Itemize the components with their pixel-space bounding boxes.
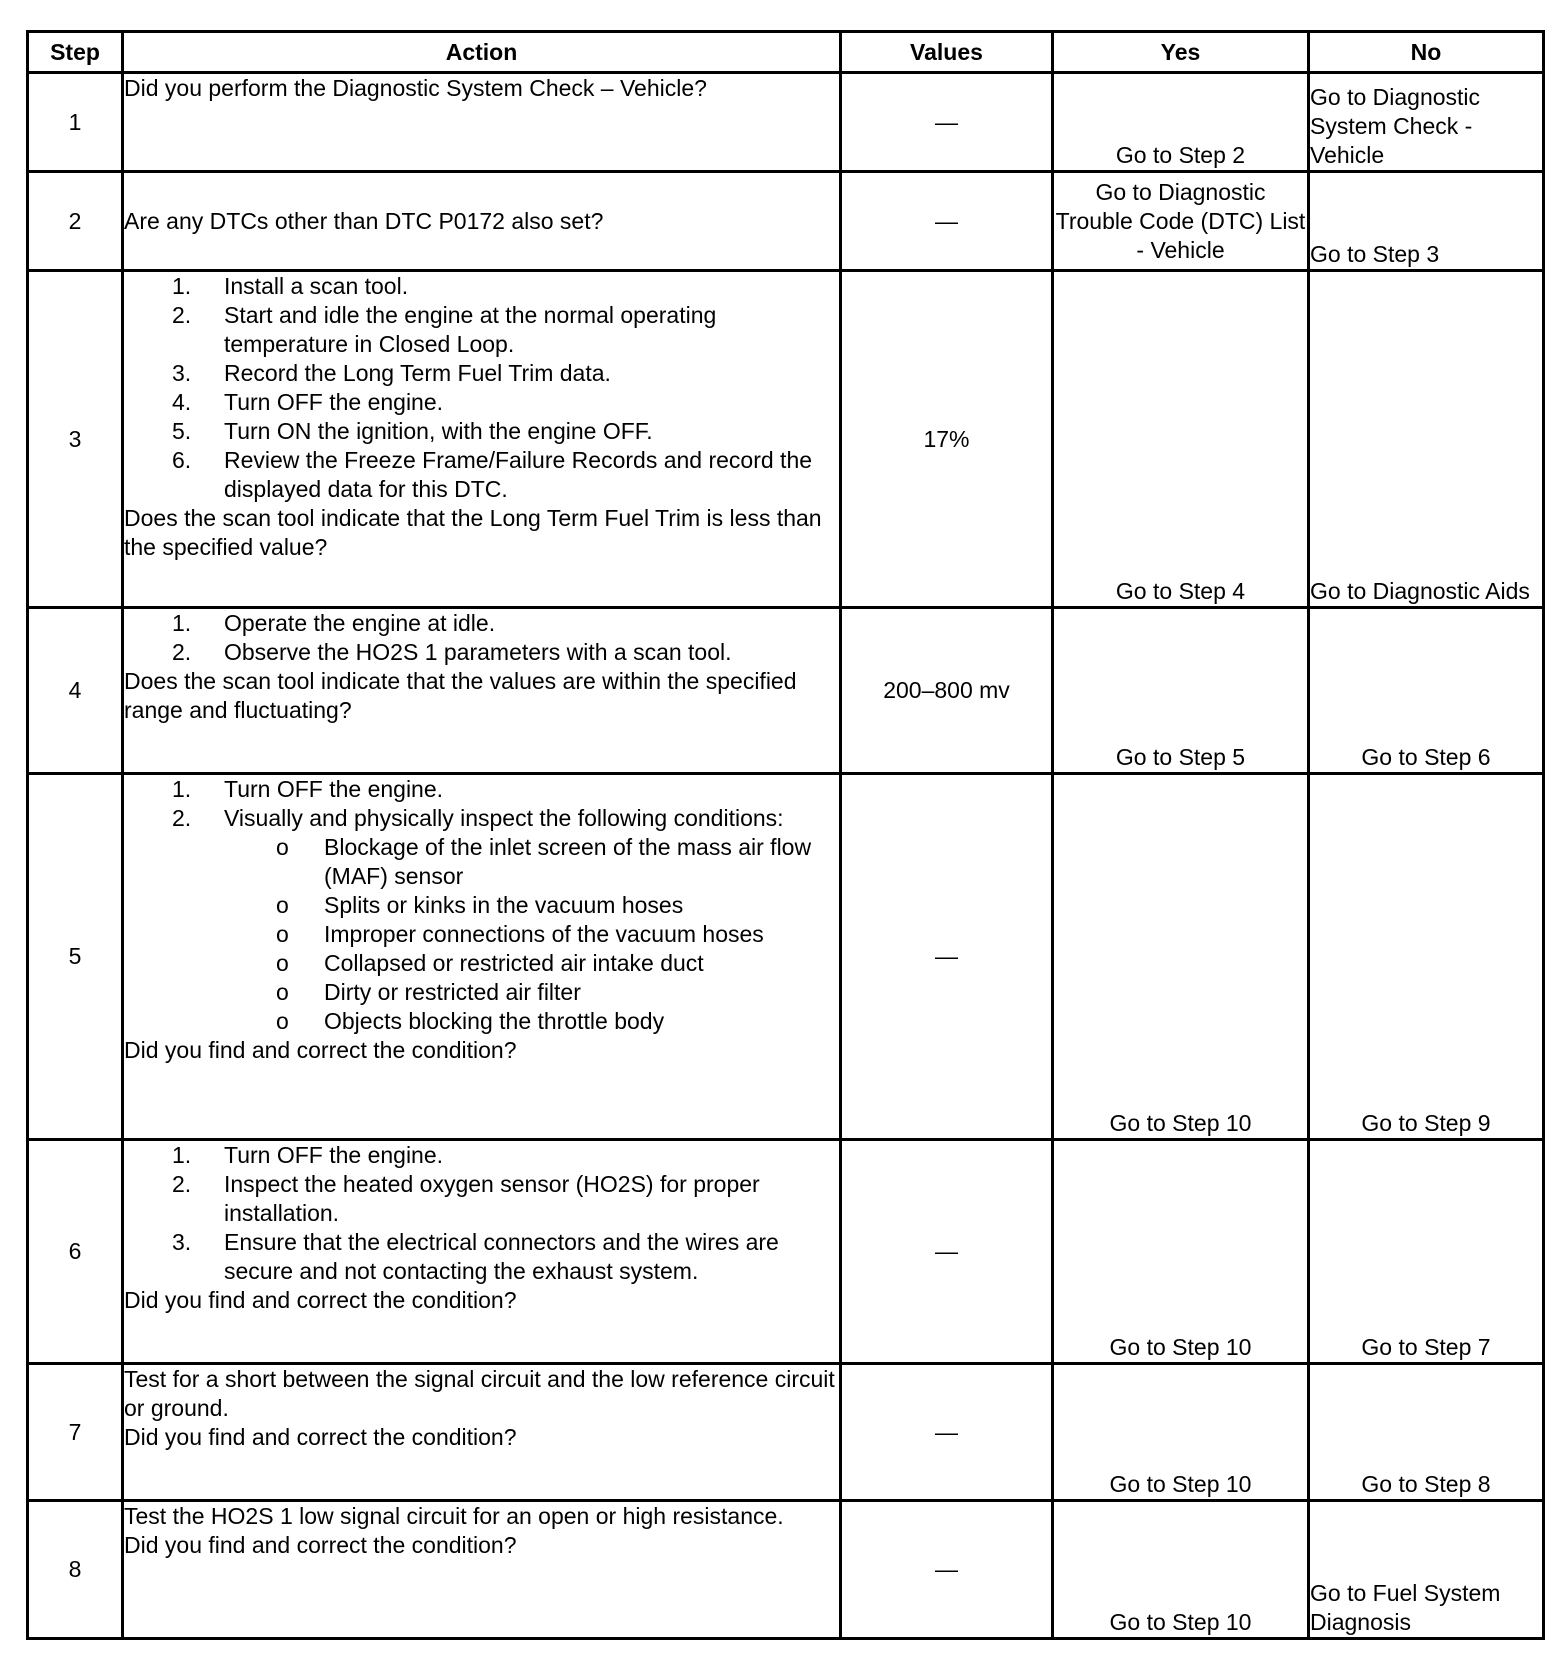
values-cell: — [841,1140,1053,1364]
no-cell: Go to Diagnostic Aids [1309,271,1544,608]
table-row [28,608,1544,774]
list-item: Start and idle the engine at the normal operating temperature in Closed Loop. [224,302,717,357]
table-row [28,271,1544,608]
step-number: 3 [28,271,123,608]
condition-item: o Blockage of the inlet screen of the mass air flow (MAF) sensor [324,833,839,891]
action-question: Does the scan tool indicate that the values are within the specified range and fluctuating? [124,668,797,723]
no-cell: Go to Step 6 [1309,608,1544,774]
values-cell: — [841,172,1053,271]
values-cell: — [841,774,1053,1140]
header-action: Action [123,32,841,73]
yes-cell: Go to Step 5 [1053,608,1309,774]
condition-item: o Objects blocking the throttle body [324,1007,839,1036]
no-cell: Go to Fuel System Diagnosis [1309,1501,1544,1639]
action-steps [124,1141,839,1286]
action-cell [123,1501,841,1639]
condition-item: o Collapsed or restricted air intake duct [324,949,839,978]
no-cell: Go to Step 8 [1309,1364,1544,1501]
no-cell: Go to Diagnostic System Check - Vehicle [1309,73,1544,172]
action-steps [124,609,839,667]
action-question: Are any DTCs other than DTC P0172 also set? [124,207,604,234]
list-item: Turn OFF the engine. [224,1142,444,1168]
action-question: Did you find and correct the condition? [124,1287,517,1313]
values-cell: — [841,1501,1053,1639]
list-item: Turn OFF the engine. [224,389,444,415]
action-cell [123,774,841,1140]
action-cell [123,73,841,172]
step-number: 5 [28,774,123,1140]
step-number: 8 [28,1501,123,1639]
step-number: 6 [28,1140,123,1364]
action-steps [124,775,839,1036]
condition-item: o Improper connections of the vacuum hoses [324,920,839,949]
values-cell: 17% [841,271,1053,608]
condition-item: o Dirty or restricted air filter [324,978,839,1007]
step-number: 7 [28,1364,123,1501]
values-cell: — [841,73,1053,172]
list-item: Ensure that the electrical connectors and the wires are secure and not contacting the exhaust system. [224,1229,779,1284]
header-step: Step [28,32,123,73]
action-question: Did you find and correct the condition? [124,1424,517,1450]
table-row [28,774,1544,1140]
action-question: Does the scan tool indicate that the Long Term Fuel Trim is less than the specified value? [124,505,822,560]
header-values: Values [841,32,1053,73]
step-number: 1 [28,73,123,172]
action-cell [123,1364,841,1501]
action-text: Test the HO2S 1 low signal circuit for an open or high resistance. [124,1503,784,1529]
action-cell [123,271,841,608]
no-cell: Go to Step 7 [1309,1140,1544,1364]
condition-list [224,833,839,1036]
table-row [28,73,1544,172]
yes-cell: Go to Step 10 [1053,774,1309,1140]
header-row [28,32,1544,73]
list-item-text: Visually and physically inspect the following conditions: [224,805,784,831]
action-cell [123,172,841,271]
list-item: Turn OFF the engine. [224,776,444,802]
list-item: Review the Freeze Frame/Failure Records and record the displayed data for this DTC. [224,447,813,502]
values-cell: — [841,1364,1053,1501]
yes-cell: Go to Diagnostic Trouble Code (DTC) List - Vehicle [1053,172,1309,271]
diagnostic-table-container [26,30,1545,1640]
list-item: Observe the HO2S 1 parameters with a scan tool. [224,639,732,665]
table-row [28,1501,1544,1639]
list-item: Install a scan tool. [224,273,409,299]
list-item: Turn ON the ignition, with the engine OFF. [224,418,653,444]
list-item: Record the Long Term Fuel Trim data. [224,360,611,386]
table-row [28,172,1544,271]
list-item: Inspect the heated oxygen sensor (HO2S) for proper installation. [224,1171,760,1226]
no-cell: Go to Step 3 [1309,172,1544,271]
action-cell [123,608,841,774]
table-row [28,1140,1544,1364]
action-question: Did you find and correct the condition? [124,1037,517,1063]
header-yes: Yes [1053,32,1309,73]
yes-cell: Go to Step 10 [1053,1140,1309,1364]
step-number: 4 [28,608,123,774]
diagnostic-table [26,30,1545,1640]
step-number: 2 [28,172,123,271]
no-cell: Go to Step 9 [1309,774,1544,1140]
header-no: No [1309,32,1544,73]
table-row [28,1364,1544,1501]
list-item [224,804,839,1036]
yes-cell: Go to Step 4 [1053,271,1309,608]
yes-cell: Go to Step 10 [1053,1501,1309,1639]
action-steps [124,272,839,504]
action-question: Did you perform the Diagnostic System Check – Vehicle? [124,75,707,101]
yes-cell: Go to Step 10 [1053,1364,1309,1501]
yes-cell: Go to Step 2 [1053,73,1309,172]
action-question: Did you find and correct the condition? [124,1532,517,1558]
action-text: Test for a short between the signal circuit and the low reference circuit or ground. [124,1366,835,1421]
action-cell [123,1140,841,1364]
values-cell: 200–800 mv [841,608,1053,774]
condition-item: o Splits or kinks in the vacuum hoses [324,891,839,920]
list-item: Operate the engine at idle. [224,610,496,636]
